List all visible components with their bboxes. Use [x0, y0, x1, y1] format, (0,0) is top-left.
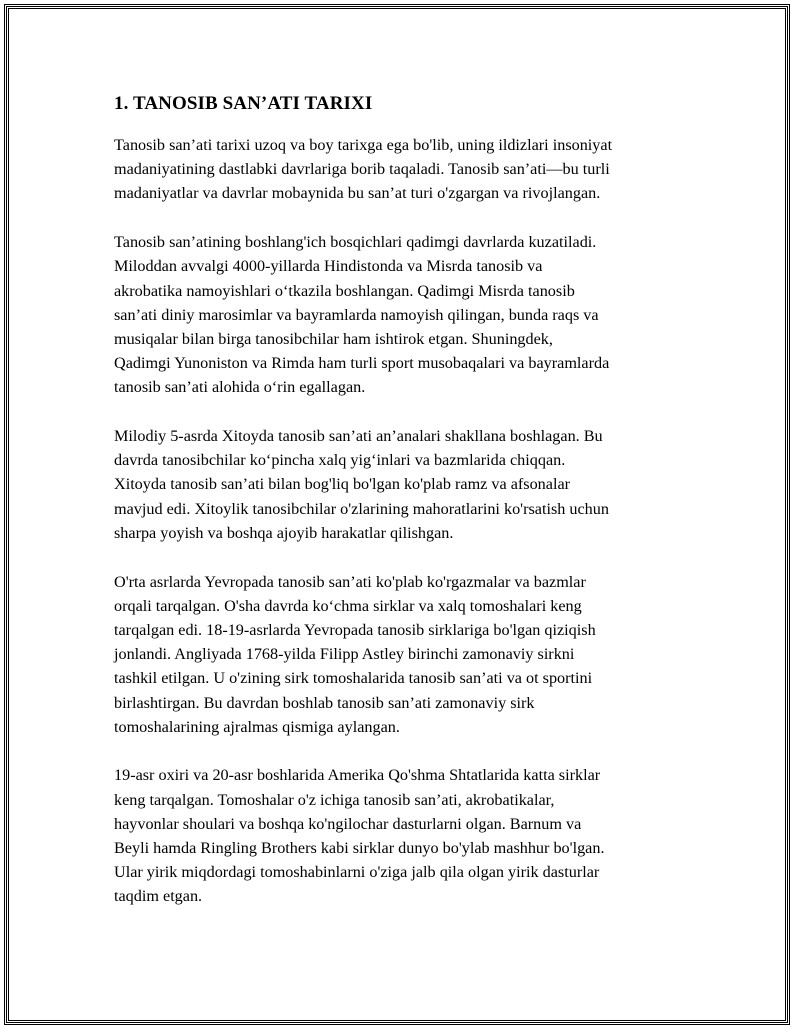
text-line: O'rta asrlarda Yevropada tanosib san’ati ko'plab ko'rgazmalar va bazmlar — [114, 572, 586, 591]
text-line: tarqalgan edi. 18-19-asrlarda Yevropada tanosib sirklariga bo'lgan qiziqish — [114, 620, 596, 639]
text-line: birlashtirgan. Bu davrdan boshlab tanosib san’ati zamonaviy sirk — [114, 693, 535, 712]
text-line: orqali tarqalgan. O'sha davrda ko‘chma sirklar va xalq tomoshalari keng — [114, 596, 582, 615]
document-title: 1. TANOSIB SAN’ATI TARIXI — [114, 93, 373, 114]
text-line: keng tarqalgan. Tomoshalar o'z ichiga tanosib san’ati, akrobatikalar, — [114, 790, 555, 809]
paragraph-3 — [114, 424, 694, 545]
text-line: Qadimgi Yunoniston va Rimda ham turli sport musobaqalari va bayramlarda — [114, 354, 610, 373]
text-line: Ular yirik miqdordagi tomoshabinlarni o'ziga jalb qila olgan yirik dasturlar — [114, 863, 600, 882]
text-line: tomoshalarining ajralmas qismiga aylangan. — [114, 717, 400, 736]
text-line: davrda tanosibchilar ko‘pincha xalq yig‘inlari va bazmlarida chiqqan. — [114, 451, 566, 470]
paragraph-5 — [114, 763, 694, 908]
text-line: Miloddan avvalgi 4000-yillarda Hindistonda va Misrda tanosib va — [114, 257, 543, 276]
text-line: san’ati diniy marosimlar va bayramlarda namoyish qilingan, bunda raqs va — [114, 305, 599, 324]
text-line: jonlandi. Angliyada 1768-yilda Filipp Astley birinchi zamonaviy sirkni — [114, 645, 575, 664]
text-line: mavjud edi. Xitoylik tanosibchilar o'zlarining mahoratlarini ko'rsatish uchun — [114, 499, 609, 518]
text-line: Xitoyda tanosib san’ati bilan bog'liq bo'lgan ko'plab ramz va afsonalar — [114, 475, 571, 494]
text-line: madaniyatining dastlabki davrlariga borib taqaladi. Tanosib san’ati—bu turli — [114, 160, 610, 179]
text-line: madaniyatlar va davrlar mobaynida bu san’at turi o'zgargan va rivojlangan. — [114, 184, 601, 203]
text-line: sharpa yoyish va boshqa ajoyib harakatlar qilishgan. — [114, 523, 454, 542]
text-line: tashkil etilgan. U o'zining sirk tomoshalarida tanosib san’ati va ot sportini — [114, 669, 593, 688]
paragraph-4 — [114, 570, 694, 739]
paragraph-1 — [114, 133, 694, 206]
text-line: Tanosib san’ati tarixi uzoq va boy tarixga ega bo'lib, uning ildizlari insoniyat — [114, 136, 613, 154]
text-line: tanosib san’ati alohida o‘rin egallagan. — [114, 378, 366, 397]
text-line: taqdim etgan. — [114, 887, 203, 906]
text-line: Milodiy 5-asrda Xitoyda tanosib san’ati an’analari shakllana boshlagan. Bu — [114, 427, 603, 446]
text-line: Beyli hamda Ringling Brothers kabi sirklar dunyo bo'ylab mashhur bo'lgan. — [114, 839, 605, 858]
text-line: hayvonlar shoulari va boshqa ko'ngilochar dasturlarni olgan. Barnum va — [114, 814, 582, 833]
paragraph-2 — [114, 230, 694, 399]
text-line: musiqalar bilan birga tanosibchilar ham ishtirok etgan. Shuningdek, — [114, 329, 553, 348]
text-line: Tanosib san’atining boshlang'ich bosqichlari qadimgi davrlarda kuzatiladi. — [114, 233, 597, 252]
text-line: 19-asr oxiri va 20-asr boshlarida Amerika Qo'shma Shtatlarida katta sirklar — [114, 766, 601, 785]
text-line: akrobatika namoyishlari o‘tkazila boshlangan. Qadimgi Misrda tanosib — [114, 281, 575, 300]
document-body — [114, 92, 694, 933]
